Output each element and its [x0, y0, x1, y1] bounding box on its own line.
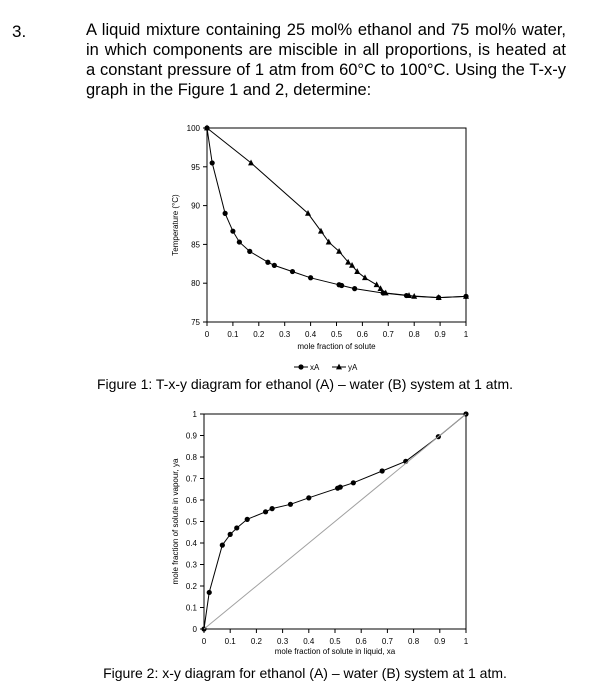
- data-point-equilibrium: [263, 509, 268, 514]
- x-tick-label: 0.1: [227, 330, 239, 339]
- y-tick-label: 0.2: [185, 582, 197, 591]
- plot-area: [207, 128, 466, 322]
- x-tick-label: 0.9: [434, 637, 446, 646]
- x-tick-label: 0.8: [408, 637, 420, 646]
- x-tick-label: 0.2: [250, 637, 262, 646]
- y-tick-label: 0.4: [185, 539, 197, 548]
- x-axis-label: mole fraction of solute: [297, 342, 376, 351]
- legend-marker-xA: [298, 364, 303, 369]
- data-point-equilibrium: [351, 480, 356, 485]
- data-point-yA: [362, 274, 368, 280]
- x-tick-label: 0.6: [355, 637, 367, 646]
- x-tick-label: 0.7: [381, 637, 393, 646]
- x-tick-label: 1: [463, 637, 469, 646]
- x-tick-label: 0.4: [303, 637, 315, 646]
- data-point-equilibrium: [245, 517, 250, 522]
- legend-label-yA: yA: [348, 363, 358, 372]
- y-tick-label: 0.3: [185, 560, 197, 570]
- data-point-xA: [237, 239, 242, 244]
- xy-chart: [0, 402, 610, 660]
- figure-2-caption: Figure 2: x-y diagram for ethanol (A) – water (B) system at 1 atm.: [103, 665, 507, 681]
- data-point-equilibrium: [380, 468, 385, 473]
- y-tick-label: 80: [191, 279, 200, 289]
- x-tick-label: 0.3: [277, 637, 289, 646]
- y-tick-label: 90: [191, 201, 200, 211]
- y-axis-label: mole fraction of solute in vapour, ya: [171, 458, 180, 585]
- x-tick-label: 0.2: [253, 330, 265, 339]
- x-tick-label: 0.5: [329, 637, 341, 646]
- series-line-yA: [207, 128, 466, 298]
- data-point-yA: [248, 160, 254, 166]
- x-axis-label: mole fraction of solute in liquid, xa: [274, 647, 396, 656]
- y-tick-label: 0.6: [185, 496, 197, 505]
- data-point-xA: [308, 275, 313, 280]
- series-line-diagonal: [204, 414, 466, 629]
- data-point-equilibrium: [220, 543, 225, 548]
- x-tick-label: 0.4: [305, 330, 317, 339]
- y-tick-label: 75: [191, 318, 200, 327]
- data-point-xA: [223, 211, 228, 216]
- data-point-equilibrium: [207, 590, 212, 595]
- x-tick-label: 0.9: [434, 330, 446, 339]
- x-tick-label: 1: [463, 330, 469, 339]
- data-point-xA: [339, 283, 344, 288]
- data-point-equilibrium: [270, 506, 275, 511]
- y-tick-label: 0.8: [185, 453, 197, 462]
- x-tick-label: 0: [201, 637, 207, 646]
- x-tick-label: 0.3: [279, 330, 291, 339]
- y-tick-label: 85: [191, 240, 200, 250]
- y-tick-label: 1: [192, 410, 197, 419]
- data-point-equilibrium: [228, 532, 233, 537]
- data-point-yA: [374, 281, 380, 287]
- y-tick-label: 0: [192, 625, 197, 634]
- x-tick-label: 0.5: [330, 330, 343, 339]
- data-point-equilibrium: [234, 525, 239, 530]
- x-tick-label: 0.1: [224, 637, 236, 646]
- y-tick-label: 95: [191, 162, 200, 172]
- data-point-xA: [247, 249, 252, 254]
- question-number: 3.: [12, 22, 27, 41]
- data-point-yA: [305, 210, 311, 216]
- legend-label-xA: xA: [310, 363, 320, 372]
- question-text: A liquid mixture containing 25 mol% ethanol and 75 mol% water, in which components are miscible in all proportions, is heated at a constant pressure of 1 atm from 60°C to 100°C. Using the T-x-y graph in the Figure 1 and 2, determine:: [86, 21, 566, 99]
- x-tick-label: 0.6: [356, 330, 368, 339]
- txy-chart: [0, 118, 610, 376]
- data-point-xA: [272, 263, 277, 268]
- series-line-xA: [207, 128, 466, 298]
- data-point-equilibrium: [288, 502, 293, 507]
- figure-1-caption: Figure 1: T-x-y diagram for ethanol (A) – water (B) system at 1 atm.: [97, 376, 513, 392]
- y-axis-label: Temperature (°C): [171, 194, 180, 256]
- x-tick-label: 0.7: [382, 330, 394, 339]
- data-point-xA: [352, 286, 357, 291]
- y-tick-label: 100: [186, 124, 200, 133]
- data-point-xA: [230, 229, 235, 234]
- data-point-xA: [290, 269, 295, 274]
- x-tick-label: 0.8: [408, 330, 420, 339]
- data-point-xA: [210, 160, 215, 165]
- y-tick-label: 0.9: [185, 431, 197, 441]
- data-point-equilibrium: [338, 485, 343, 490]
- data-point-xA: [265, 260, 270, 265]
- data-point-equilibrium: [306, 495, 311, 500]
- y-tick-label: 0.5: [185, 517, 197, 527]
- x-tick-label: 0: [204, 330, 210, 339]
- y-tick-label: 0.7: [185, 474, 197, 484]
- y-tick-label: 0.1: [185, 603, 197, 613]
